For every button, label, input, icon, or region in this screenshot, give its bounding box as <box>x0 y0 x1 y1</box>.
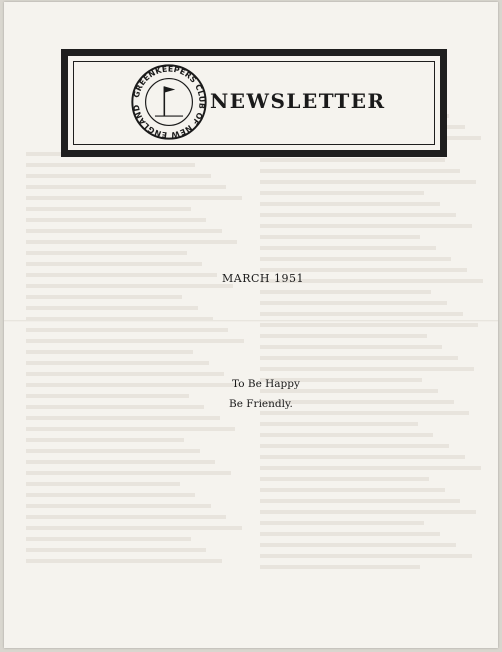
club-seal-logo <box>130 63 208 141</box>
bleed-line <box>26 174 211 178</box>
bleed-line <box>260 532 440 536</box>
svg-text:GREENKEEPERS CLUB OF NEW ENGLA <box>132 64 207 139</box>
bleed-line <box>26 306 198 310</box>
bleed-line <box>260 433 433 437</box>
bleed-line <box>260 422 418 426</box>
bleed-line <box>26 559 222 563</box>
bleed-line <box>260 180 476 184</box>
bleed-line <box>260 334 427 338</box>
bleed-line <box>260 543 456 547</box>
bleed-line <box>26 427 235 431</box>
bleed-line <box>26 218 206 222</box>
bleed-line <box>260 169 460 173</box>
bleed-line <box>26 482 180 486</box>
bleed-line <box>260 510 476 514</box>
bleed-line <box>260 488 445 492</box>
bleed-line <box>260 235 420 239</box>
bleed-line <box>26 438 184 442</box>
bleed-line <box>26 493 195 497</box>
bleed-line <box>260 345 442 349</box>
bleed-line <box>26 229 222 233</box>
bleed-line <box>260 455 465 459</box>
bleed-line <box>260 191 424 195</box>
bleed-line <box>260 466 481 470</box>
bleed-line <box>26 196 242 200</box>
bleed-line <box>260 246 436 250</box>
bleed-line <box>26 328 228 332</box>
bleed-line <box>260 301 447 305</box>
bleed-line <box>260 477 429 481</box>
bleed-line <box>26 515 226 519</box>
bleed-line <box>260 565 420 569</box>
motto-line-1: To Be Happy <box>232 378 300 390</box>
bleed-line <box>260 367 474 371</box>
bleed-line <box>260 554 472 558</box>
bleed-line <box>26 460 215 464</box>
bleed-line <box>26 273 217 277</box>
bleed-line <box>26 207 191 211</box>
bleed-line <box>260 312 463 316</box>
masthead-frame <box>61 49 447 157</box>
bleed-line <box>260 213 456 217</box>
bleed-line <box>260 290 431 294</box>
newsletter-page <box>4 2 498 648</box>
bleed-through-text-right <box>260 92 485 576</box>
bleed-line <box>260 257 451 261</box>
bleed-line <box>26 295 182 299</box>
bleed-line <box>26 262 202 266</box>
bleed-line <box>26 383 239 387</box>
bleed-line <box>26 185 226 189</box>
bleed-line <box>26 339 244 343</box>
bleed-line <box>26 526 242 530</box>
bleed-line <box>260 444 449 448</box>
bleed-line <box>26 405 204 409</box>
bleed-line <box>26 240 237 244</box>
bleed-line <box>260 521 424 525</box>
bleed-line <box>26 449 200 453</box>
bleed-line <box>26 537 191 541</box>
bleed-line <box>26 504 211 508</box>
bleed-line <box>260 202 440 206</box>
bleed-line <box>260 158 445 162</box>
bleed-line <box>260 411 469 415</box>
bleed-line <box>26 548 206 552</box>
seal-ring-text: GREENKEEPERS CLUB OF NEW ENGLAND <box>131 64 207 140</box>
bleed-line <box>26 372 224 376</box>
bleed-line <box>260 499 460 503</box>
bleed-line <box>26 350 193 354</box>
bleed-line <box>26 284 233 288</box>
bleed-line <box>260 224 472 228</box>
newsletter-title: NEWSLETTER <box>210 89 386 113</box>
bleed-line <box>26 416 220 420</box>
bleed-line <box>260 323 478 327</box>
page-fold <box>4 320 498 322</box>
bleed-line <box>26 471 231 475</box>
bleed-line <box>26 251 187 255</box>
bleed-line <box>26 163 195 167</box>
bleed-through-text-left <box>26 152 246 570</box>
bleed-line <box>26 394 189 398</box>
bleed-line <box>260 356 458 360</box>
motto-line-2: Be Friendly. <box>229 398 293 410</box>
bleed-line <box>26 361 209 365</box>
issue-date: MARCH 1951 <box>222 272 304 285</box>
